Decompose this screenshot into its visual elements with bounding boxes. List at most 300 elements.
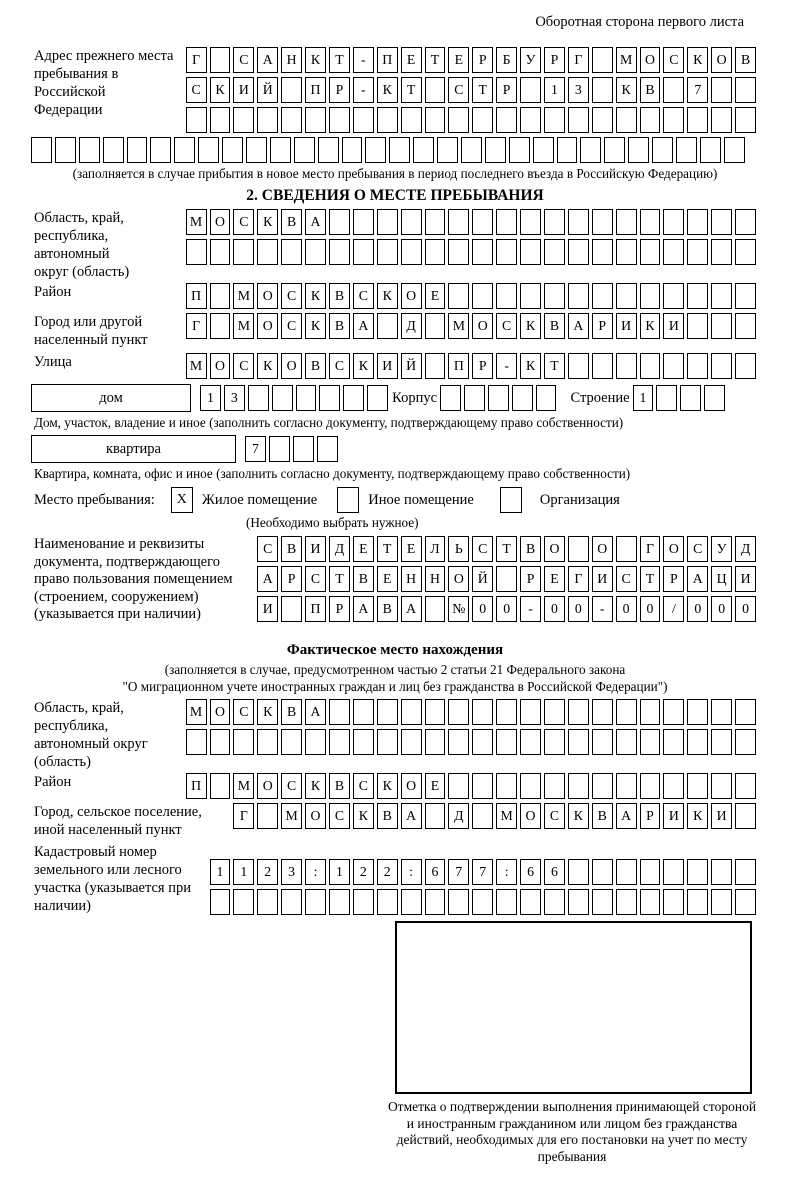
char-cell [735, 313, 756, 339]
char-cell [488, 385, 509, 411]
char-cell: А [257, 566, 278, 592]
char-cell [425, 596, 446, 622]
char-cell: Д [329, 536, 350, 562]
char-cell [377, 239, 398, 265]
char-cell: К [257, 699, 278, 725]
char-cell: У [711, 536, 732, 562]
char-cell: Й [257, 77, 278, 103]
char-cell: Г [568, 47, 589, 73]
char-cell [353, 729, 374, 755]
char-cell: А [305, 209, 326, 235]
char-cell: - [520, 596, 541, 622]
char-cell [353, 209, 374, 235]
char-cell: 3 [281, 859, 302, 885]
char-cell [711, 239, 732, 265]
char-cell [472, 729, 493, 755]
char-cell [592, 239, 613, 265]
char-cell [687, 209, 708, 235]
field-prev-address [34, 47, 756, 133]
char-cell [425, 889, 446, 915]
char-cell [592, 209, 613, 235]
char-cell: М [186, 209, 207, 235]
char-cell: О [640, 47, 661, 73]
char-cell [687, 889, 708, 915]
char-cell [568, 859, 589, 885]
char-cell [616, 239, 637, 265]
char-cell: В [544, 313, 565, 339]
korpus-label: Корпус [392, 389, 438, 406]
char-cell: 0 [472, 596, 493, 622]
char-cell [425, 77, 446, 103]
apartment-caption: Квартира, комната, офис и иное (заполнить согласно документу, подтверждающему право собственности) [34, 466, 631, 481]
char-cell: К [520, 353, 541, 379]
char-cell: Д [401, 313, 422, 339]
cell-row [183, 729, 756, 755]
char-cell [663, 209, 684, 235]
char-cell [687, 859, 708, 885]
char-cell: Р [472, 353, 493, 379]
char-cell: О [257, 773, 278, 799]
char-cell: И [305, 536, 326, 562]
char-cell [293, 436, 314, 462]
char-cell: 7 [245, 436, 266, 462]
char-cell [520, 283, 541, 309]
oblast-label: Область, край, республика, автономный округ (область) [34, 210, 130, 280]
char-cell [735, 77, 756, 103]
char-cell [437, 137, 458, 163]
document-label: Наименование и реквизиты документа, подтверждающего право пользования помещением (строением, сооружением) (указывается при наличии) [34, 536, 233, 622]
char-cell [616, 353, 637, 379]
cell-row [183, 773, 756, 799]
char-cell: К [353, 353, 374, 379]
prev-address-overflow-row [28, 137, 756, 163]
char-cell: М [186, 699, 207, 725]
field-house [34, 384, 756, 412]
char-cell [233, 239, 254, 265]
char-cell [616, 729, 637, 755]
char-cell: Р [592, 313, 613, 339]
char-cell [687, 239, 708, 265]
char-cell: К [687, 47, 708, 73]
char-cell [319, 385, 340, 411]
cell-row [183, 239, 756, 265]
char-cell: 0 [616, 596, 637, 622]
char-cell: К [257, 353, 278, 379]
char-cell: : [305, 859, 326, 885]
char-cell: В [520, 536, 541, 562]
char-cell: О [401, 773, 422, 799]
char-cell: 2 [377, 859, 398, 885]
cadastre-label: Кадастровый номер земельного или лесного участка (указывается при наличии) [34, 844, 191, 914]
char-cell [663, 773, 684, 799]
char-cell [544, 729, 565, 755]
char-cell: М [448, 313, 469, 339]
char-cell: С [233, 47, 254, 73]
char-cell [294, 137, 315, 163]
char-cell [448, 699, 469, 725]
char-cell [269, 436, 290, 462]
char-cell [440, 385, 461, 411]
char-cell [210, 313, 231, 339]
char-cell [496, 566, 517, 592]
char-cell: О [257, 283, 278, 309]
char-cell: 3 [568, 77, 589, 103]
char-cell: А [305, 699, 326, 725]
char-cell [544, 107, 565, 133]
char-cell: Й [401, 353, 422, 379]
char-cell [735, 803, 756, 829]
char-cell [342, 137, 363, 163]
char-cell: О [472, 313, 493, 339]
char-cell [568, 536, 589, 562]
char-cell [711, 889, 732, 915]
char-cell: С [353, 283, 374, 309]
checkbox-organization [500, 487, 522, 513]
char-cell [616, 773, 637, 799]
char-cell: 6 [544, 859, 565, 885]
char-cell: Й [472, 566, 493, 592]
char-cell [305, 889, 326, 915]
char-cell [711, 209, 732, 235]
checkbox-residential-premises: X [171, 487, 193, 513]
char-cell [663, 239, 684, 265]
char-cell: Р [640, 803, 661, 829]
char-cell [150, 137, 171, 163]
char-cell: К [377, 77, 398, 103]
char-cell [353, 699, 374, 725]
char-cell [512, 385, 533, 411]
field-document [34, 536, 756, 636]
char-cell [353, 107, 374, 133]
char-cell: 0 [568, 596, 589, 622]
char-cell: О [401, 283, 422, 309]
char-cell: Д [735, 536, 756, 562]
raion-cells [183, 283, 756, 309]
char-cell: В [592, 803, 613, 829]
street-label: Улица [34, 354, 72, 370]
char-cell [592, 47, 613, 73]
field-city-actual [34, 803, 756, 839]
char-cell [568, 209, 589, 235]
char-cell [640, 283, 661, 309]
stamp-caption: Отметка о подтверждении выполнения принимающей стороной и иностранным гражданином или лицом без гражданства действий, необходимых для его постановки на учет по месту пребывания [387, 1099, 757, 1164]
char-cell [592, 283, 613, 309]
char-cell: М [233, 313, 254, 339]
char-cell: В [735, 47, 756, 73]
char-cell [735, 209, 756, 235]
stroenie-label: Строение [570, 389, 630, 406]
char-cell [257, 107, 278, 133]
section2-title: 2. СВЕДЕНИЯ О МЕСТЕ ПРЕБЫВАНИЯ [246, 187, 544, 204]
document-cells [254, 536, 756, 622]
char-cell: 1 [233, 859, 254, 885]
char-cell: Ц [711, 566, 732, 592]
char-cell: О [663, 536, 684, 562]
char-cell: 0 [735, 596, 756, 622]
char-cell: С [257, 536, 278, 562]
char-cell: К [305, 313, 326, 339]
char-cell [687, 313, 708, 339]
char-cell: С [281, 313, 302, 339]
char-cell: У [520, 47, 541, 73]
cell-row [183, 353, 756, 379]
char-cell: С [496, 313, 517, 339]
char-cell [640, 699, 661, 725]
char-cell: С [233, 699, 254, 725]
char-cell [377, 209, 398, 235]
char-cell [735, 889, 756, 915]
char-cell [353, 889, 374, 915]
option-organization-label: Организация [539, 491, 620, 508]
apartment-box: квартира [31, 435, 236, 463]
char-cell [536, 385, 557, 411]
char-cell [186, 107, 207, 133]
char-cell: С [687, 536, 708, 562]
char-cell: С [305, 566, 326, 592]
char-cell: С [329, 803, 350, 829]
char-cell: И [616, 313, 637, 339]
char-cell [544, 239, 565, 265]
char-cell: И [663, 803, 684, 829]
option-other-label: Иное помещение [368, 491, 474, 508]
char-cell: К [640, 313, 661, 339]
char-cell [343, 385, 364, 411]
char-cell [711, 283, 732, 309]
cell-row [254, 566, 756, 592]
char-cell: К [257, 209, 278, 235]
char-cell: С [353, 773, 374, 799]
char-cell: К [687, 803, 708, 829]
char-cell [448, 729, 469, 755]
char-cell [401, 889, 422, 915]
char-cell: О [520, 803, 541, 829]
char-cell: Р [472, 47, 493, 73]
char-cell: Р [329, 596, 350, 622]
char-cell: 0 [496, 596, 517, 622]
char-cell: В [329, 313, 350, 339]
char-cell [270, 137, 291, 163]
char-cell [580, 137, 601, 163]
cell-row [183, 313, 756, 339]
field-city [34, 313, 756, 349]
char-cell: А [353, 313, 374, 339]
char-cell: Г [568, 566, 589, 592]
char-cell: Т [472, 77, 493, 103]
cell-row [254, 596, 756, 622]
char-cell [222, 137, 243, 163]
char-cell [616, 209, 637, 235]
char-cell [735, 107, 756, 133]
char-cell: Р [281, 566, 302, 592]
char-cell [592, 729, 613, 755]
actual-location-note-1: (заполняется в случае, предусмотренном частью 2 статьи 21 Федерального закона [164, 662, 626, 677]
char-cell [448, 283, 469, 309]
char-cell: Е [377, 566, 398, 592]
char-cell: С [448, 77, 469, 103]
char-cell [329, 729, 350, 755]
char-cell [353, 239, 374, 265]
city-cells [183, 313, 756, 339]
char-cell: К [568, 803, 589, 829]
char-cell: Г [640, 536, 661, 562]
char-cell [464, 385, 485, 411]
char-cell: С [544, 803, 565, 829]
char-cell [318, 137, 339, 163]
char-cell: - [496, 353, 517, 379]
char-cell: О [210, 353, 231, 379]
char-cell [377, 313, 398, 339]
char-cell: Р [329, 77, 350, 103]
char-cell [281, 889, 302, 915]
char-cell: Л [425, 536, 446, 562]
char-cell [389, 137, 410, 163]
char-cell: Р [520, 566, 541, 592]
char-cell: М [496, 803, 517, 829]
char-cell: Т [640, 566, 661, 592]
char-cell: С [329, 353, 350, 379]
char-cell [472, 803, 493, 829]
char-cell [544, 699, 565, 725]
char-cell: 6 [520, 859, 541, 885]
char-cell: В [377, 803, 398, 829]
char-cell: О [592, 536, 613, 562]
char-cell [210, 729, 231, 755]
char-cell [640, 107, 661, 133]
char-cell: О [210, 699, 231, 725]
char-cell [103, 137, 124, 163]
char-cell: С [616, 566, 637, 592]
char-cell: С [472, 536, 493, 562]
char-cell: Н [425, 566, 446, 592]
char-cell [210, 773, 231, 799]
char-cell: Н [281, 47, 302, 73]
char-cell [711, 353, 732, 379]
cell-row [183, 107, 756, 133]
char-cell [448, 209, 469, 235]
apartment-cells [242, 436, 338, 462]
char-cell [281, 596, 302, 622]
char-cell [687, 283, 708, 309]
char-cell: И [377, 353, 398, 379]
char-cell [663, 859, 684, 885]
char-cell [568, 773, 589, 799]
char-cell: К [616, 77, 637, 103]
char-cell: - [592, 596, 613, 622]
char-cell: 0 [544, 596, 565, 622]
char-cell: 7 [472, 859, 493, 885]
char-cell: Ь [448, 536, 469, 562]
cell-row [230, 803, 756, 829]
char-cell: И [663, 313, 684, 339]
char-cell: 7 [687, 77, 708, 103]
char-cell [592, 889, 613, 915]
char-cell [233, 107, 254, 133]
char-cell: 2 [353, 859, 374, 885]
char-cell: Р [496, 77, 517, 103]
char-cell [687, 699, 708, 725]
char-cell [401, 239, 422, 265]
char-cell [735, 353, 756, 379]
char-cell: В [329, 773, 350, 799]
char-cell [687, 107, 708, 133]
char-cell [680, 385, 701, 411]
char-cell: П [448, 353, 469, 379]
field-street [34, 353, 756, 379]
char-cell [496, 107, 517, 133]
char-cell [272, 385, 293, 411]
char-cell [676, 137, 697, 163]
char-cell: Т [401, 77, 422, 103]
char-cell: В [329, 283, 350, 309]
char-cell: Е [353, 536, 374, 562]
char-cell [616, 889, 637, 915]
char-cell [210, 47, 231, 73]
char-cell [700, 137, 721, 163]
char-cell: И [233, 77, 254, 103]
char-cell [592, 77, 613, 103]
char-cell [210, 889, 231, 915]
char-cell [281, 729, 302, 755]
char-cell [568, 283, 589, 309]
char-cell: В [640, 77, 661, 103]
actual-location-title: Фактическое место нахождения [286, 642, 504, 658]
field-cadastre [34, 843, 756, 915]
page-header-note: Оборотная сторона первого листа [535, 14, 744, 30]
char-cell [233, 729, 254, 755]
char-cell [448, 239, 469, 265]
char-cell [246, 137, 267, 163]
char-cell: И [592, 566, 613, 592]
char-cell: И [735, 566, 756, 592]
field-oblast [34, 209, 756, 281]
option-residential-label: Жилое помещение [201, 491, 318, 508]
char-cell [329, 209, 350, 235]
char-cell: Т [377, 536, 398, 562]
char-cell: М [616, 47, 637, 73]
char-cell: 1 [210, 859, 231, 885]
char-cell: К [520, 313, 541, 339]
char-cell [257, 239, 278, 265]
field-stay-type [34, 487, 756, 513]
char-cell [448, 773, 469, 799]
char-cell [472, 699, 493, 725]
char-cell: С [663, 47, 684, 73]
char-cell [210, 283, 231, 309]
char-cell [281, 77, 302, 103]
char-cell: А [353, 596, 374, 622]
char-cell: Р [663, 566, 684, 592]
char-cell: П [305, 596, 326, 622]
char-cell: В [305, 353, 326, 379]
char-cell [640, 209, 661, 235]
char-cell [520, 699, 541, 725]
char-cell: / [663, 596, 684, 622]
char-cell: 7 [448, 859, 469, 885]
raion-actual-label: Район [34, 774, 72, 790]
char-cell [210, 107, 231, 133]
char-cell [533, 137, 554, 163]
char-cell [557, 137, 578, 163]
char-cell: Т [329, 566, 350, 592]
char-cell [186, 729, 207, 755]
char-cell [425, 729, 446, 755]
char-cell: В [377, 596, 398, 622]
field-apartment [34, 435, 756, 463]
char-cell [640, 773, 661, 799]
char-cell: 0 [711, 596, 732, 622]
char-cell [592, 699, 613, 725]
char-cell [305, 107, 326, 133]
